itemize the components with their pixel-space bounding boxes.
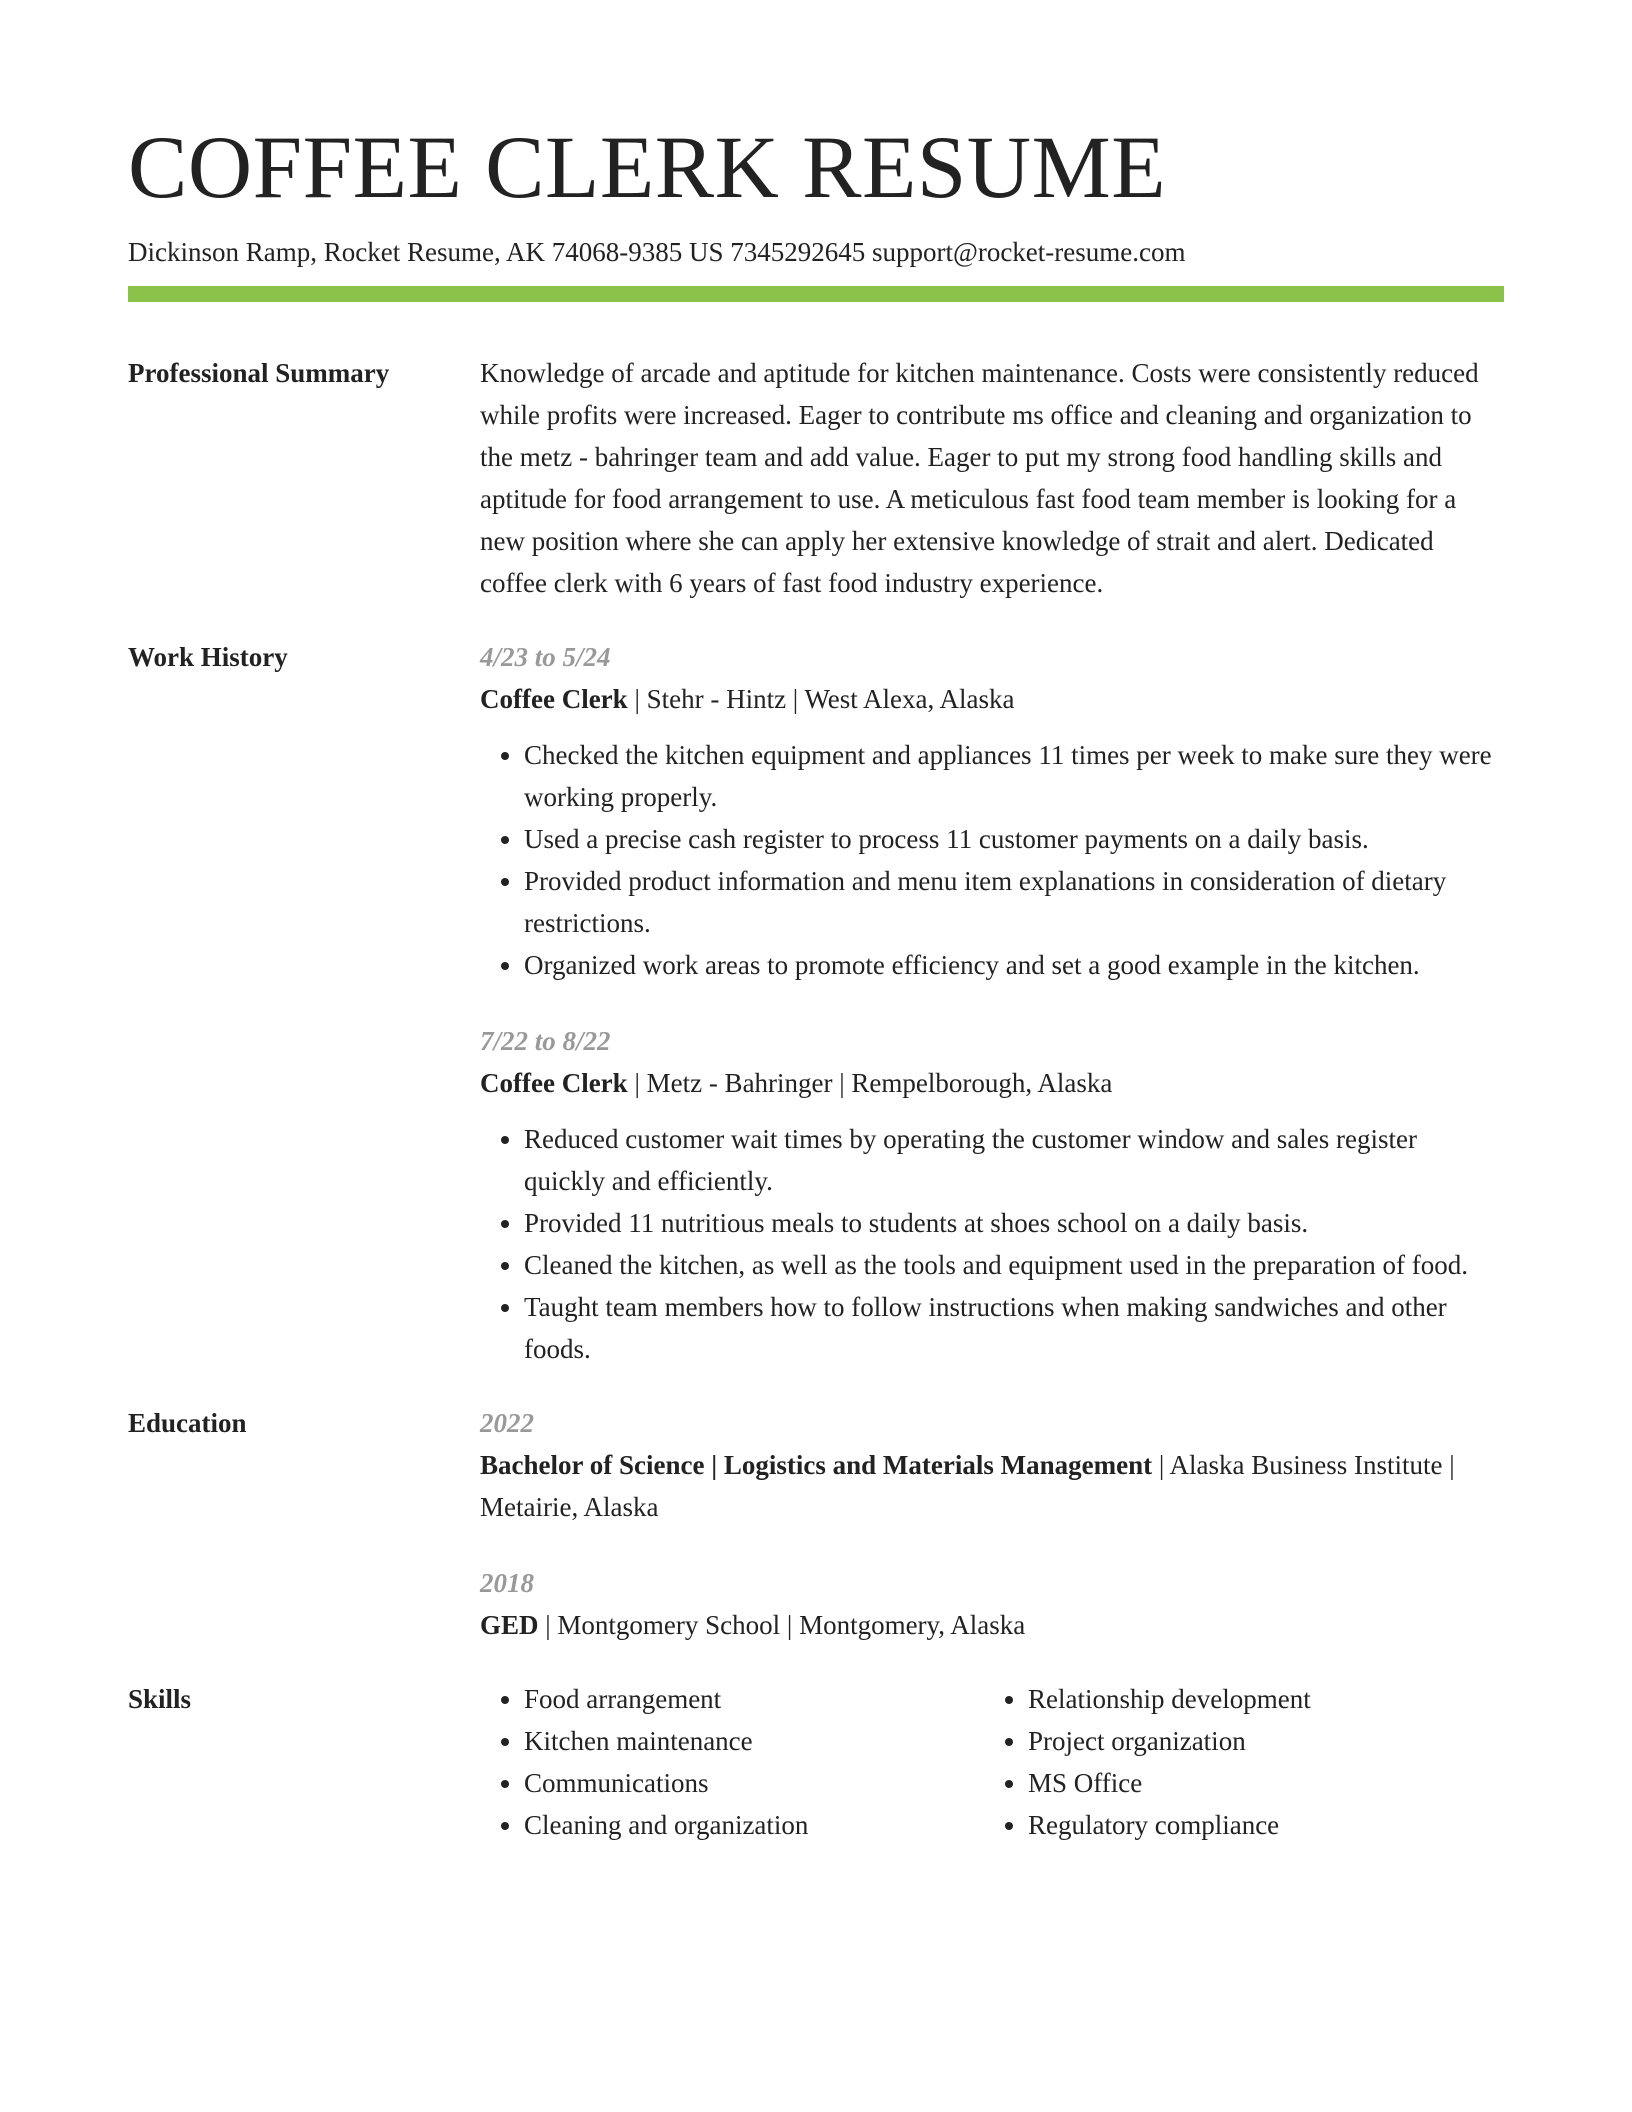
job-bullet: • Provided 11 nutritious meals to students at shoes school on a daily basis. xyxy=(524,1202,1504,1244)
section-label-education: Education xyxy=(128,1408,247,1438)
section-label-summary: Professional Summary xyxy=(128,358,390,388)
education-section xyxy=(128,1402,1504,1646)
job-bullet-list xyxy=(480,734,1504,986)
resume-header xyxy=(128,118,1504,270)
skills-section xyxy=(128,1678,1504,1846)
job-title-line xyxy=(480,678,1504,720)
page-title: COFFEE CLERK RESUME xyxy=(128,119,1167,217)
job-title: Coffee Clerk xyxy=(480,1068,628,1098)
skill-item: • MS Office xyxy=(1028,1762,1488,1804)
education-entry xyxy=(480,1562,1504,1646)
education-entry xyxy=(480,1402,1504,1528)
skills-body xyxy=(480,1678,1504,1846)
work-history-section xyxy=(128,636,1504,1370)
section-label-skills: Skills xyxy=(128,1684,192,1714)
job-bullet: • Organized work areas to promote efficiency and set a good example in the kitchen. xyxy=(524,944,1504,986)
skill-item: • Cleaning and organization xyxy=(524,1804,984,1846)
accent-divider xyxy=(128,286,1504,302)
summary-body xyxy=(480,352,1504,604)
education-title-line xyxy=(480,1604,1504,1646)
job-entry xyxy=(480,636,1504,986)
skill-item: • Kitchen maintenance xyxy=(524,1720,984,1762)
education-body xyxy=(480,1402,1504,1646)
job-bullet: • Used a precise cash register to process 11 customer payments on a daily basis. xyxy=(524,818,1504,860)
job-bullet-list xyxy=(480,1118,1504,1370)
skill-item: • Communications xyxy=(524,1762,984,1804)
skill-item: • Relationship development xyxy=(1028,1678,1488,1720)
contact-info: Dickinson Ramp, Rocket Resume, AK 74068-9385 US 7345292645 support@rocket-resume.com xyxy=(128,237,1186,267)
job-bullet: • Reduced customer wait times by operating the customer window and sales register quickly and efficiently. xyxy=(524,1118,1504,1202)
skills-list-right xyxy=(984,1678,1488,1846)
skills-list-left xyxy=(480,1678,984,1846)
job-dates: 4/23 to 5/24 xyxy=(480,642,611,672)
job-bullet: • Taught team members how to follow instructions when making sandwiches and other foods. xyxy=(524,1286,1504,1370)
job-bullet: • Cleaned the kitchen, as well as the tools and equipment used in the preparation of food. xyxy=(524,1244,1504,1286)
education-year: 2018 xyxy=(480,1568,534,1598)
resume-content xyxy=(128,352,1504,1878)
job-bullet: • Checked the kitchen equipment and appliances 11 times per week to make sure they were working properly. xyxy=(524,734,1504,818)
job-title-line xyxy=(480,1062,1504,1104)
skill-item: • Project organization xyxy=(1028,1720,1488,1762)
skill-item: • Food arrangement xyxy=(524,1678,984,1720)
job-details: | Metz - Bahringer | Rempelborough, Alaska xyxy=(627,1068,1113,1098)
skills-grid xyxy=(480,1678,1504,1846)
summary-section xyxy=(128,352,1504,604)
job-dates: 7/22 to 8/22 xyxy=(480,1026,611,1056)
skill-item: • Regulatory compliance xyxy=(1028,1804,1488,1846)
education-year: 2022 xyxy=(480,1408,534,1438)
summary-text: Knowledge of arcade and aptitude for kitchen maintenance. Costs were consistently reduced while profits were increased. Eager to contribute ms office and cleaning and organization to the metz - bahringer team and add value. Eager to put my strong food handling skills and aptitude for food arrangement to use. A meticulous fast food team member is looking for a new position where she can apply her extensive knowledge of strait and alert. Dedicated coffee clerk with 6 years of fast food industry experience. xyxy=(480,358,1479,598)
education-details: | Montgomery School | Montgomery, Alaska xyxy=(538,1610,1026,1640)
education-degree: GED xyxy=(480,1610,539,1640)
job-details: | Stehr - Hintz | West Alexa, Alaska xyxy=(627,684,1015,714)
job-title: Coffee Clerk xyxy=(480,684,628,714)
job-entry xyxy=(480,1020,1504,1370)
education-details: | Alaska Business Institute | Metairie, Alaska xyxy=(480,1450,1455,1522)
education-degree: Bachelor of Science | Logistics and Materials Management xyxy=(480,1450,1153,1480)
work-history-body xyxy=(480,636,1504,1370)
job-bullet: • Provided product information and menu item explanations in consideration of dietary restrictions. xyxy=(524,860,1504,944)
section-label-work-history: Work History xyxy=(128,642,288,672)
education-title-line xyxy=(480,1444,1504,1528)
